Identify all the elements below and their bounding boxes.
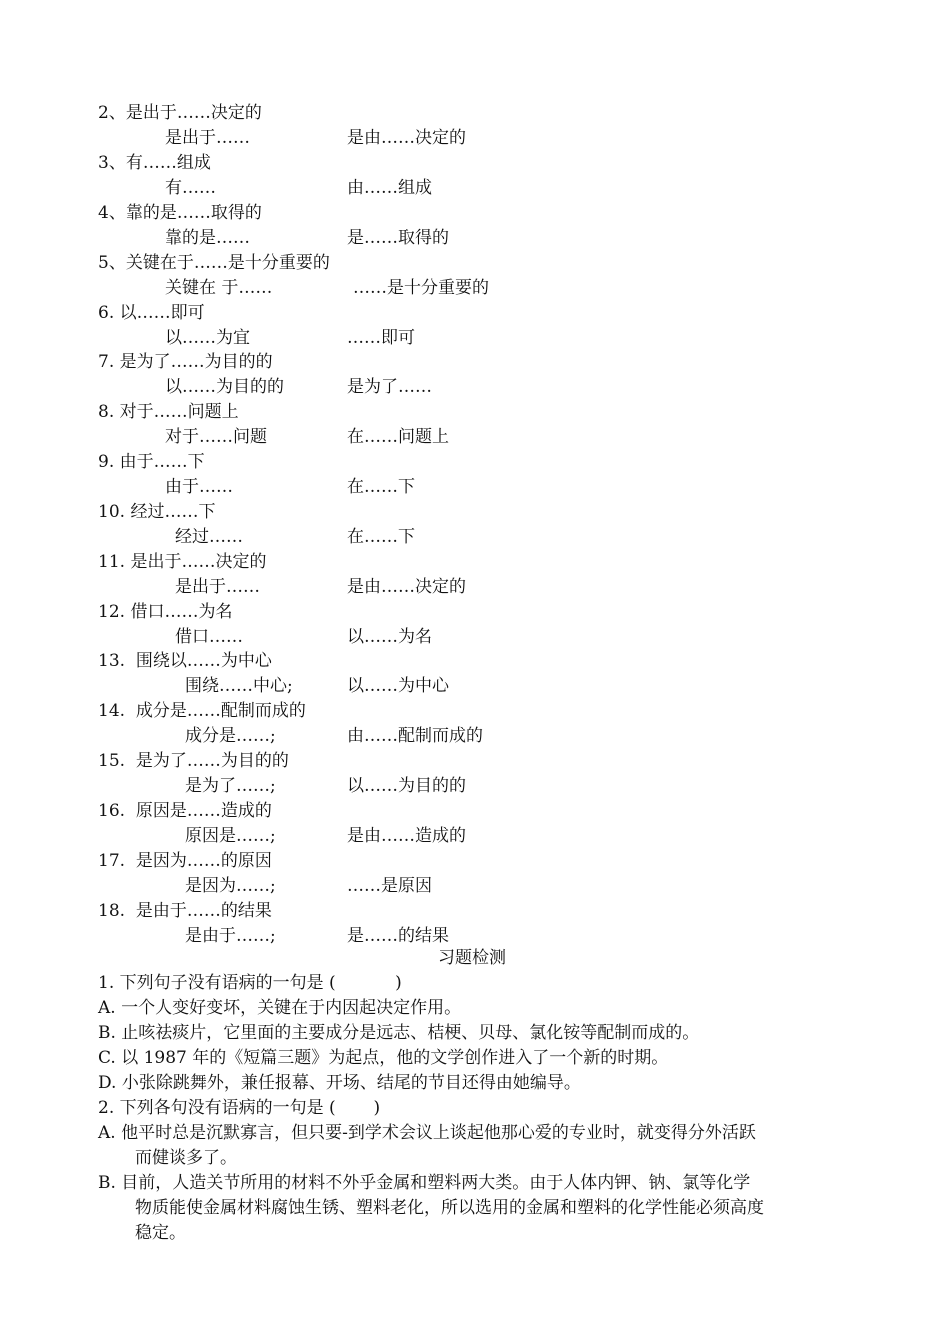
pattern-variant-a: 有…… (165, 178, 216, 198)
pattern-variant-b: 以……为目的的 (347, 776, 466, 796)
pattern-variant-b: 由……配制而成的 (347, 726, 483, 746)
pattern-variant-b: 以……为中心 (347, 676, 449, 696)
pattern-variant-a: 以……为宜 (165, 328, 250, 348)
pattern-heading: 7. 是为了……为目的的 (98, 352, 273, 372)
question-option-continuation: 而健谈多了。 (135, 1148, 237, 1168)
pattern-heading: 15. 是为了……为目的的 (98, 751, 289, 771)
pattern-variant-b: 以……为名 (347, 627, 432, 647)
pattern-heading: 9. 由于……下 (98, 452, 205, 472)
pattern-variant-a: 是出于…… (165, 128, 250, 148)
pattern-heading: 3、有……组成 (98, 153, 211, 173)
pattern-heading: 4、靠的是……取得的 (98, 203, 262, 223)
pattern-heading: 12. 借口……为名 (98, 602, 233, 622)
question-option: A. 他平时总是沉默寡言，但只要-到学术会议上谈起他那心爱的专业时，就变得分外活跃 (98, 1123, 756, 1143)
pattern-heading: 18. 是由于……的结果 (98, 901, 272, 921)
pattern-heading: 14. 成分是……配制而成的 (98, 701, 306, 721)
pattern-variant-b: 是由……决定的 (347, 128, 466, 148)
pattern-variant-b: 是为了…… (347, 377, 432, 397)
pattern-heading: 2、是出于……决定的 (98, 103, 262, 123)
pattern-variant-a: 以……为目的的 (165, 377, 284, 397)
question-stem: 1. 下列句子没有语病的一句是 ( ) (98, 973, 402, 993)
pattern-variant-b: 是……的结果 (347, 926, 449, 946)
question-option: B. 止咳祛痰片，它里面的主要成分是远志、桔梗、贝母、氯化铵等配制而成的。 (98, 1023, 700, 1043)
pattern-variant-a: 经过…… (175, 527, 243, 547)
pattern-variant-b: 在……下 (347, 527, 415, 547)
pattern-heading: 5、关键在于……是十分重要的 (98, 253, 330, 273)
pattern-variant-b: ……是原因 (347, 876, 432, 896)
pattern-variant-a: 围绕……中心; (185, 676, 293, 696)
pattern-variant-a: 成分是……; (185, 726, 276, 746)
question-option: A. 一个人变好变坏，关键在于内因起决定作用。 (98, 998, 462, 1018)
question-stem: 2. 下列各句没有语病的一句是 ( ) (98, 1098, 381, 1118)
pattern-heading: 6. 以……即可 (98, 303, 205, 323)
pattern-heading: 8. 对于……问题上 (98, 402, 239, 422)
pattern-variant-a: 由于…… (165, 477, 233, 497)
pattern-heading: 11. 是出于……决定的 (98, 552, 267, 572)
pattern-variant-a: 原因是……; (185, 826, 276, 846)
section-title: 习题检测 (438, 948, 506, 968)
pattern-variant-b: 是……取得的 (347, 228, 449, 248)
pattern-variant-a: 关键在 于…… (165, 278, 273, 298)
question-option: B. 目前，人造关节所用的材料不外乎金属和塑料两大类。由于人体内钾、钠、氯等化学 (98, 1173, 751, 1193)
question-option-continuation: 物质能使金属材料腐蚀生锈、塑料老化，所以选用的金属和塑料的化学性能必须高度 (135, 1198, 764, 1218)
pattern-variant-a: 借口…… (175, 627, 243, 647)
question-option: D. 小张除跳舞外，兼任报幕、开场、结尾的节目还得由她编导。 (98, 1073, 581, 1093)
pattern-variant-a: 对于……问题 (165, 427, 267, 447)
pattern-variant-b: ……是十分重要的 (353, 278, 489, 298)
pattern-variant-b: 是由……决定的 (347, 577, 466, 597)
pattern-variant-b: ……即可 (347, 328, 415, 348)
pattern-variant-b: 是由……造成的 (347, 826, 466, 846)
pattern-heading: 10. 经过……下 (98, 502, 216, 522)
pattern-variant-a: 是出于…… (175, 577, 260, 597)
pattern-heading: 16. 原因是……造成的 (98, 801, 272, 821)
pattern-variant-a: 是因为……; (185, 876, 276, 896)
pattern-variant-a: 靠的是…… (165, 228, 250, 248)
pattern-variant-b: 由……组成 (347, 178, 432, 198)
question-option-continuation: 稳定。 (135, 1223, 186, 1243)
question-option: C. 以 1987 年的《短篇三题》为起点，他的文学创作进入了一个新的时期。 (98, 1048, 669, 1068)
pattern-variant-b: 在……问题上 (347, 427, 449, 447)
pattern-variant-b: 在……下 (347, 477, 415, 497)
pattern-variant-a: 是为了……; (185, 776, 276, 796)
pattern-heading: 17. 是因为……的原因 (98, 851, 272, 871)
pattern-variant-a: 是由于……; (185, 926, 276, 946)
pattern-heading: 13. 围绕以……为中心 (98, 651, 272, 671)
